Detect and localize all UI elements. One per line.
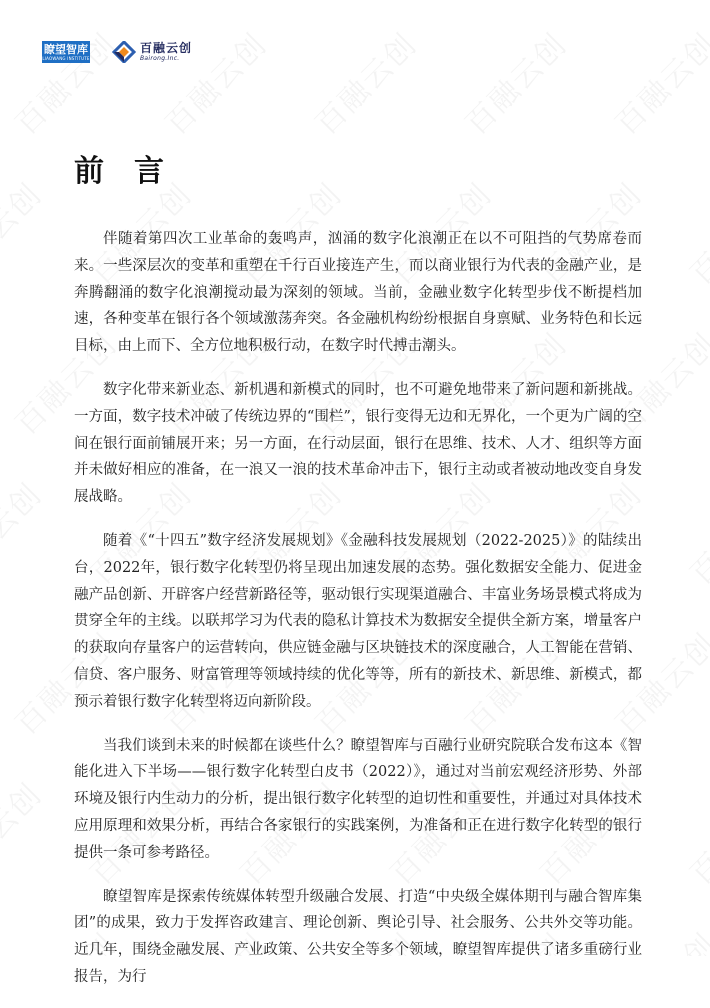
paragraph: 数字化带来新业态、新机遇和新模式的同时，也不可避免地带来了新问题和新挑战。一方面，数字技术冲破了传统边界的“围栏”，银行变得无边和无界化，一个更为广阔的空间在银行面前铺展开来；另一方面，在行动层面，银行在思维、技术、人才、组织等方面并未做好相应的准备，在一浪又一浪的技术革命冲击下，银行主动或者被动地改变自身发展战略。 [74, 381, 642, 506]
watermark-text [678, 171, 710, 293]
watermark-text [0, 771, 50, 893]
liaowang-logo-en: LIAOWANG INSTITUTE [42, 56, 90, 61]
watermark-text [678, 471, 710, 593]
page-title: 前言 [74, 154, 194, 189]
bairong-logo [112, 41, 192, 63]
watermark-text [603, 21, 710, 143]
paragraph: 瞭望智库是探索传统媒体转型升级融合发展、打造“中央级全媒体期刊与融合智库集团”的成果，致力于发挥咨政建言、理论创新、舆论引导、社会服务、公共外交等功能。近几年，围绕金融发展、产业政策、公共安全等多个领域，瞭望智库提供了诸多重磅行业报告，为行 [74, 888, 642, 985]
watermark-text [678, 771, 710, 893]
bairong-logo-text [140, 42, 192, 62]
paragraph: 当我们谈到未来的时候都在谈些什么？瞭望智库与百融行业研究院联合发布这本《智能化进入下半场——银行数字化转型白皮书（2022）》，通过对当前宏观经济形势、外部环境及银行内生动力的分析，提出银行数字化转型的迫切性和重要性，并通过对具体技术应用原理和效果分析，再结合各家银行的实践案例，为准备和正在进行数字化转型的银行提供一条可参考路径。 [74, 737, 642, 861]
liaowang-logo-cn: 瞭望智库 [44, 43, 88, 56]
paragraph: 伴随着第四次工业革命的轰鸣声，汹涌的数字化浪潮正在以不可阻挡的气势席卷而来。一些深层次的变革和重塑在千行百业接连产生，而以商业银行为代表的金融产业，是奔腾翻涌的数字化浪潮搅动最为深刻的领域。当前，金融业数字化转型步伐不断提档加速，各种变革在银行各个领域激荡奔突。各金融机构纷纷根据自身禀赋、业务特色和长远目标，由上而下、全方位地积极行动，在数字时代搏击潮头。 [74, 231, 642, 355]
body-text [74, 226, 642, 1008]
watermark-text [303, 21, 425, 143]
header [42, 40, 192, 64]
paragraph: 随着《“十四五”数字经济发展规划》《金融科技发展规划（2022-2025）》的陆续出台，2022年，银行数字化转型仍将呈现出加速发展的态势。强化数据安全能力、促进金融产品创新、开辟客户经营新路径等，驱动银行实现渠道融合、丰富业务场景模式将成为贯穿全年的主线。以联邦学习为代表的隐私计算技术为数据安全提供全新方案，增量客户的获取向存量客户的运营转向，供应链金融与区块链技术的深度融合，人工智能在营销、信贷、客户服务、财富管理等领域持续的优化等等，所有的新技术、新思维、新模式，都预示着银行数字化转型将迈向新阶段。 [74, 532, 642, 710]
bairong-logo-cn: 百融云创 [140, 41, 193, 55]
bairong-mark-icon [112, 41, 136, 63]
watermark-text [0, 171, 50, 293]
bairong-logo-en: Bairong.Inc. [140, 55, 180, 62]
liaowang-logo [42, 41, 90, 63]
watermark-text [453, 21, 575, 143]
watermark-text [0, 471, 50, 593]
